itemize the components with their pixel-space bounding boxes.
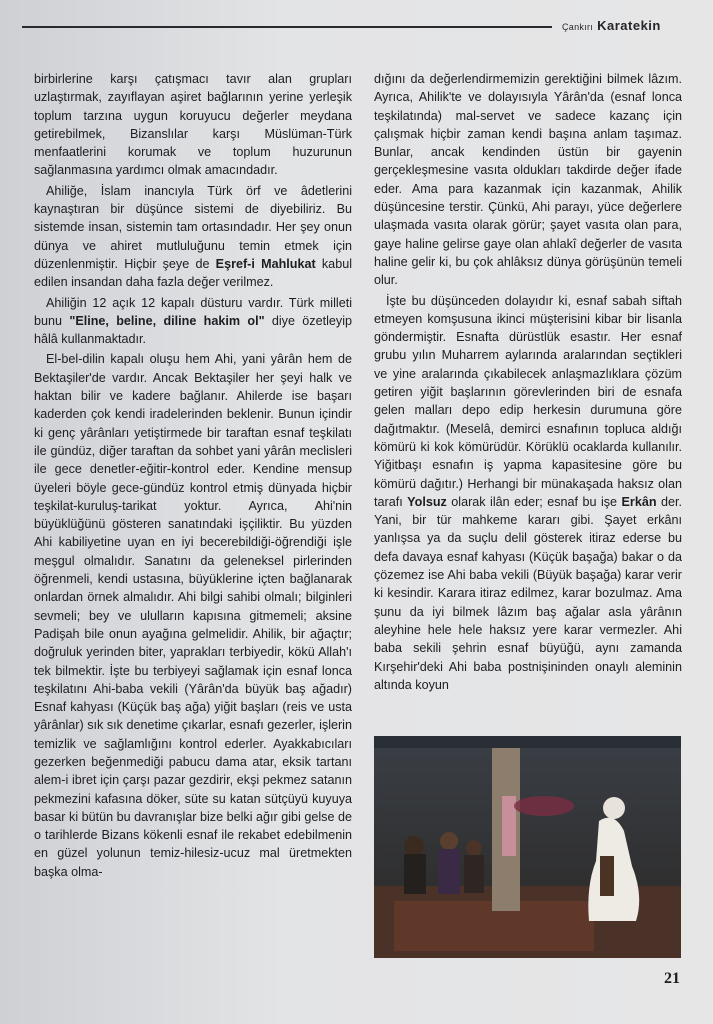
left-column bbox=[34, 70, 352, 883]
right-column bbox=[374, 70, 682, 696]
header-title: Karatekin bbox=[597, 18, 661, 33]
page-number: 21 bbox=[664, 970, 680, 987]
paragraph: birbirlerine karşı çatışmacı tavır alan grupları uzlaştırmak, zayıflayan aşiret bağlarının yerine yerleşik toplum tarzına uygun koruyucu değerler meydana getirebilmek, Bizanslılar karşı Müslüman-Türk menfaatlerini korumak ve toplum huzurunun sağlanmasına yardımcı olmak amacındadır. bbox=[34, 72, 352, 178]
paragraph: Ahiliğin 12 açık 12 kapalı düsturu vardır. Türk milleti bunu "Eline, beline, diline hakim ol" diye özetleyip hâlâ kullanmaktadır. bbox=[34, 295, 352, 347]
paragraph: Ahiliğe, İslam inancıyla Türk örf ve âdetlerini kaynaştıran bir düşünce sistemi de diyebiliriz. Bu sistemde insan, sistemin tam ortasındadır. Her şey onun dünya ve ahiret mutluluğunu temin etmek için düzenlenmiştir. Hiçbir şeye de Eşref-i Mahlukat kabul edilen insandan daha fazla değer verilmez. bbox=[34, 183, 352, 290]
running-header bbox=[562, 18, 661, 33]
paragraph: İşte bu düşünceden dolayıdır ki, esnaf sabah siftah etmeyen komşusuna ikinci müşterisini kibar bir lisanla göndermiştir. Esnafta dürüstlük esastır. Her esnaf grubu yılın Muharrem aylarında aralarından seçtikleri ve yine aralarında çıkabilecek anlaşmazlıklara çözüm getiren yiğit başlarının görevlerinden biri de esnafa gelen malları depo edip herkesin durumuna göre dağıtmaktır. (Meselâ, demirci esnafının topluca aldığı kömürü ki kok kömürüdür. Körüklü ocaklarda kullanılır. Yiğitbaşı esnafın iş yapma kapasitesine göre bu kömürü dağıtır.) Herhangi bir münakaşada haksız olan tarafı Yolsuz olarak ilân eder; esnaf bu işe Erkân der. Yani, bir tür mahkeme kararı gibi. Şayet erkânı yanlışsa ya da suçlu delil gösterek itiraz ederse bu defa davaya esnaf kahyası (Küçük başağa) bakar o da çözemez ise Ahi baba vekili (Büyük başağa) karar verir ki kesindir. Karara itiraz edilmez, karar bozulmaz. Ama şunu da iyi bilmek lâzım baş ağalar asla yârânın aleyhine hele hele haksız yere karar vermezler. Ahi baba sekili şehrin esnaf büyüğü, aynı zamanda Kırşehir'deki Ahi baba postnişininden onaylı aleminin altında koyun bbox=[374, 293, 682, 692]
ceremony-photo bbox=[374, 736, 681, 958]
header-prefix: Çankırı bbox=[562, 22, 594, 32]
header-rule bbox=[22, 26, 552, 28]
ceremony-photo-illustration bbox=[374, 736, 681, 958]
paragraph: El-bel-dilin kapalı oluşu hem Ahi, yani yârân hem de Bektaşiler'de vardır. Ancak Bektaşiler her şeyi halk ve haktan bilir ve kadere bağlanır. Ahilerde ise başarı kaderden çok kendi iradelerinden beklenir. Bunun içindir ki genç yârânları yetiştirmede bir taraftan esnaf teşkilatı ile gündüz, diğer taraftan da sohbet yani yârân meclisleri ile gece denetler-eğitir-kontrol eder. Kendine mensup üyeleri böyle gece-gündüz kontrol etmiş dünyada hiçbir teşkilat-kuruluş-tarikat yoktur. Ayrıca, Ahi'nin büyüklüğünü gösteren sanatındaki işçiliktir. Bu yüzden Ahi kabiliyetine uyan en iyi becerebildiği-öğrendiği işle meşgul olmalıdır. Sanatını da geleneksel pirlerinden öğrenmeli, kendi ustasına, büyüklerine içten bağlanarak onlardan örnek almalıdır. Ahi bilgi sahibi olmalı; bilginleri sevmeli; bey ve ululların kapısına gitmemeli; aksine Padişah bile onun ayağına gelmelidir. Ahilik, bir ağaçtır; doğruluk yerinden biter, yaprakları terbiyedir, kökü Allah'ı tek bilmektir. İşte bu terbiyeyi sağlamak için esnaf lonca teşkilatını Ahi-baba vekili (Yârân'da büyük baş ağadır) Esnaf kahyası (Küçük baş ağa) yiğit başları (reis ve usta yârânlar) sık sık denetime çıkarlar, esnafı gezerler, işlerin temizlik ve sağlamlığını kontrol ederler. Ayakkabıcıları gezerken beğenmediği pabucu dama atar, eksik tartanı alem-i ibret için çarşı pazar gezdirir, ekşi pekmez satanın pekmezini kafasına döker, süte su katan sütçüyü kuyuya basar ki bütün bu davranışlar bize belki ağır gibi gelse de o tarihlerde Bizans kökenli esnaf ile rekabet edebilmenin en güzel yolunun temiz-hilesiz-ucuz mal üretmekten başka olma- bbox=[34, 352, 352, 879]
paragraph: dığını da değerlendirmemizin gerektiğini bilmek lâzım. Ayrıca, Ahilik'te ve dolayısıyla Yârân'da (esnaf lonca teşkilatında) mal-servet ve sadece kazanç için çalışmak hiçbir zaman kendi başına anlam taşımaz. Bunlar, ancak kendinden üstün bir gayenin gerçekleşmesine vasıta oldukları takdirde değer ifade eder. Ama para kazanmak için kazanmak, Ahilik düşüncesine terstir. Çünkü, Ahi parayı, yüce değerlere ulaşmada vasıta olarak görür; şayet vasıta olan para, gaye haline gelirse gaye olan ahlakî değerler de vasıta haline gelir ki, bu çok ahlâksız dünya görüşünün temeli olur. bbox=[374, 72, 682, 288]
